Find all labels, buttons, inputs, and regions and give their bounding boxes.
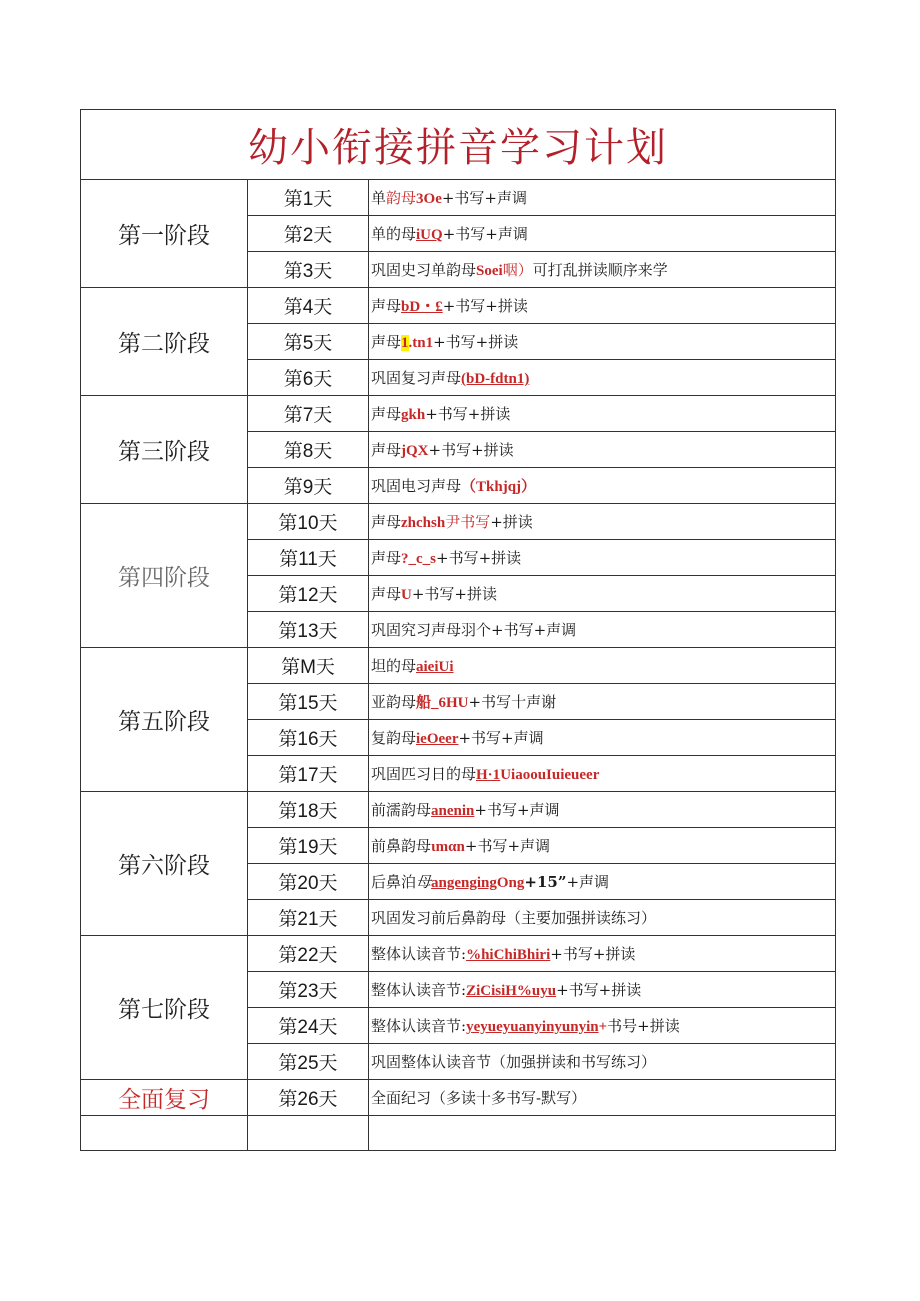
day-content xyxy=(369,504,836,540)
day-label: 第13天 xyxy=(248,612,369,648)
content-segment: 书号+拼读 xyxy=(607,1017,680,1035)
content-segment: 巩固匹习日的母 xyxy=(371,765,477,783)
stage-label: 全面复习 xyxy=(81,1080,248,1116)
content-segment: Ong xyxy=(496,875,525,891)
content-segment: 尹书写 xyxy=(445,515,491,531)
content-segment: 韵母 xyxy=(386,191,417,207)
content-segment: ?_c_s xyxy=(401,551,437,567)
day-content xyxy=(369,252,836,288)
page-title: 幼小衔接拼音学习计划 xyxy=(81,110,836,180)
content-segment: 亚韵母 xyxy=(371,693,417,711)
content-segment: Uiaoou xyxy=(500,767,547,783)
content-segment: （Tkhjqj） xyxy=(461,479,537,495)
table-row xyxy=(81,1080,836,1116)
content-segment: +书写+声调 xyxy=(464,837,551,855)
table-row xyxy=(81,504,836,540)
content-segment: %hiChiBhiri xyxy=(466,947,551,963)
content-segment: 可打乱拼读顺序来学 xyxy=(532,261,668,279)
empty-cell xyxy=(369,1116,836,1151)
stage-label: 第五阶段 xyxy=(81,648,248,792)
day-label: 第15天 xyxy=(248,684,369,720)
day-content xyxy=(369,756,836,792)
day-label: 第12天 xyxy=(248,576,369,612)
content-segment: +书写十声谢 xyxy=(468,693,557,711)
content-segment: +书写+声调 xyxy=(458,729,544,747)
empty-row xyxy=(81,1116,836,1151)
content-segment: 前鼻韵母 xyxy=(371,837,432,855)
content-segment: 咽） xyxy=(502,263,533,279)
content-segment: ZiCisiH%uyu xyxy=(466,983,557,999)
day-label: 第11天 xyxy=(248,540,369,576)
day-label: 第10天 xyxy=(248,504,369,540)
day-content xyxy=(369,1008,836,1044)
content-segment: 声母 xyxy=(371,441,402,459)
empty-cell xyxy=(248,1116,369,1151)
content-segment: 整体认读音节: xyxy=(371,945,467,963)
content-segment: 巩固电习声母 xyxy=(371,477,462,495)
day-content xyxy=(369,972,836,1008)
day-content xyxy=(369,612,836,648)
day-label: 第7天 xyxy=(248,396,369,432)
content-segment: 坦的母 xyxy=(371,657,417,675)
content-segment: +15” xyxy=(524,873,567,891)
content-segment: yeyueyuanyinyunyin xyxy=(466,1019,599,1035)
content-segment: +书写+拼读 xyxy=(411,585,497,603)
day-content xyxy=(369,288,836,324)
content-segment: gkh xyxy=(401,407,426,423)
table-row xyxy=(81,288,836,324)
day-content xyxy=(369,216,836,252)
content-segment: 全面纪习（多读十多书写-默写） xyxy=(371,1089,587,1107)
day-label: 第23天 xyxy=(248,972,369,1008)
content-segment: 前濡韵母 xyxy=(371,801,432,819)
table-row xyxy=(81,180,836,216)
content-segment: 单 xyxy=(371,189,387,207)
day-label: 第22天 xyxy=(248,936,369,972)
content-segment: 巩固复习声母 xyxy=(371,369,462,387)
day-label: 第25天 xyxy=(248,1044,369,1080)
stage-label: 第二阶段 xyxy=(81,288,248,396)
content-segment: .tn1 xyxy=(408,335,434,351)
content-segment: bD・£ xyxy=(401,299,443,315)
content-segment: +书写+拼读 xyxy=(433,333,519,351)
content-segment: 巩固史习单韵母 xyxy=(371,261,477,279)
content-segment: 声母 xyxy=(371,585,402,603)
day-label: 第16天 xyxy=(248,720,369,756)
day-label: 第19天 xyxy=(248,828,369,864)
content-segment: +书写+拼读 xyxy=(428,441,514,459)
content-segment: jQX xyxy=(401,443,429,459)
content-segment: 母 xyxy=(416,873,432,891)
content-segment: 整体认读音节: xyxy=(371,1017,467,1035)
plan-table xyxy=(80,109,836,1151)
day-content xyxy=(369,864,836,900)
content-segment: zhchsh xyxy=(401,515,446,531)
content-segment: 复韵母 xyxy=(371,729,417,747)
content-segment: 声母 xyxy=(371,405,402,423)
day-label: 第4天 xyxy=(248,288,369,324)
content-segment: +书写+声调 xyxy=(442,225,528,243)
content-segment: 声母 xyxy=(371,297,402,315)
content-segment: 整体认读音节: xyxy=(371,981,467,999)
content-segment: 巩固究习声母羽个+书写+声调 xyxy=(371,621,577,639)
stage-label: 第三阶段 xyxy=(81,396,248,504)
content-segment: 后鼻泊 xyxy=(371,873,417,891)
day-content xyxy=(369,1044,836,1080)
day-content xyxy=(369,828,836,864)
content-segment: (bD-fdtn1) xyxy=(461,371,530,387)
table-row xyxy=(81,396,836,432)
content-segment: 声母 xyxy=(371,513,402,531)
content-segment: +书写+拼读 xyxy=(436,549,522,567)
table-row xyxy=(81,936,836,972)
stage-label: 第七阶段 xyxy=(81,936,248,1080)
day-label: 第2天 xyxy=(248,216,369,252)
day-content xyxy=(369,540,836,576)
content-segment: +书写+拼读 xyxy=(425,405,511,423)
day-content xyxy=(369,468,836,504)
day-label: 第9天 xyxy=(248,468,369,504)
content-segment: Iuieueer xyxy=(546,767,600,783)
content-segment: +拼读 xyxy=(490,513,533,531)
content-segment: 3Oe xyxy=(416,191,442,207)
day-label: 第3天 xyxy=(248,252,369,288)
day-label: 第21天 xyxy=(248,900,369,936)
content-segment: iUQ xyxy=(416,227,443,243)
content-segment: angenging xyxy=(431,875,497,891)
content-segment: aieiUi xyxy=(416,659,454,675)
day-label: 第M天 xyxy=(248,648,369,684)
day-content xyxy=(369,900,836,936)
table-row xyxy=(81,648,836,684)
content-segment: Soei xyxy=(476,263,503,279)
table-row xyxy=(81,792,836,828)
day-label: 第18天 xyxy=(248,792,369,828)
content-segment: +书写+声调 xyxy=(441,189,527,207)
day-label: 第26天 xyxy=(248,1080,369,1116)
day-content xyxy=(369,576,836,612)
day-content xyxy=(369,648,836,684)
content-segment: +书写+拼读 xyxy=(556,981,642,999)
content-segment: +书写+声调 xyxy=(474,801,560,819)
content-segment: + xyxy=(598,1019,608,1035)
stage-label: 第一阶段 xyxy=(81,180,248,288)
day-label: 第1天 xyxy=(248,180,369,216)
day-content xyxy=(369,1080,836,1116)
content-segment: +书写+拼读 xyxy=(442,297,528,315)
day-content xyxy=(369,396,836,432)
title-row xyxy=(81,110,836,180)
content-segment: 巩固整体认读音节（加强拼读和书写练习） xyxy=(371,1053,657,1071)
day-content xyxy=(369,684,836,720)
stage-label: 第六阶段 xyxy=(81,792,248,936)
day-content xyxy=(369,360,836,396)
day-label: 第5天 xyxy=(248,324,369,360)
content-segment: U xyxy=(401,587,412,603)
content-segment: ieOeer xyxy=(416,731,459,747)
day-content xyxy=(369,792,836,828)
content-segment: H·1 xyxy=(476,767,501,783)
plan-sheet xyxy=(80,109,835,1151)
day-content xyxy=(369,324,836,360)
day-label: 第8天 xyxy=(248,432,369,468)
content-segment: +声调 xyxy=(566,873,610,891)
content-segment: 船_6HU xyxy=(416,695,469,711)
day-label: 第17天 xyxy=(248,756,369,792)
content-segment: 声母 xyxy=(371,333,402,351)
day-content xyxy=(369,432,836,468)
day-label: 第20天 xyxy=(248,864,369,900)
stage-label: 第四阶段 xyxy=(81,504,248,648)
content-segment: 声母 xyxy=(371,549,402,567)
content-segment: 巩固发习前后鼻韵母（主要加强拼读练习） xyxy=(371,909,657,927)
day-content xyxy=(369,720,836,756)
content-segment: anenin xyxy=(431,803,475,819)
content-segment: 单的母 xyxy=(371,225,417,243)
content-segment: 1 xyxy=(401,335,409,351)
day-content xyxy=(369,180,836,216)
day-label: 第6天 xyxy=(248,360,369,396)
content-segment: ιmαn xyxy=(431,839,465,855)
empty-cell xyxy=(81,1116,248,1151)
content-segment: +书写+拼读 xyxy=(550,945,636,963)
day-content xyxy=(369,936,836,972)
day-label: 第24天 xyxy=(248,1008,369,1044)
